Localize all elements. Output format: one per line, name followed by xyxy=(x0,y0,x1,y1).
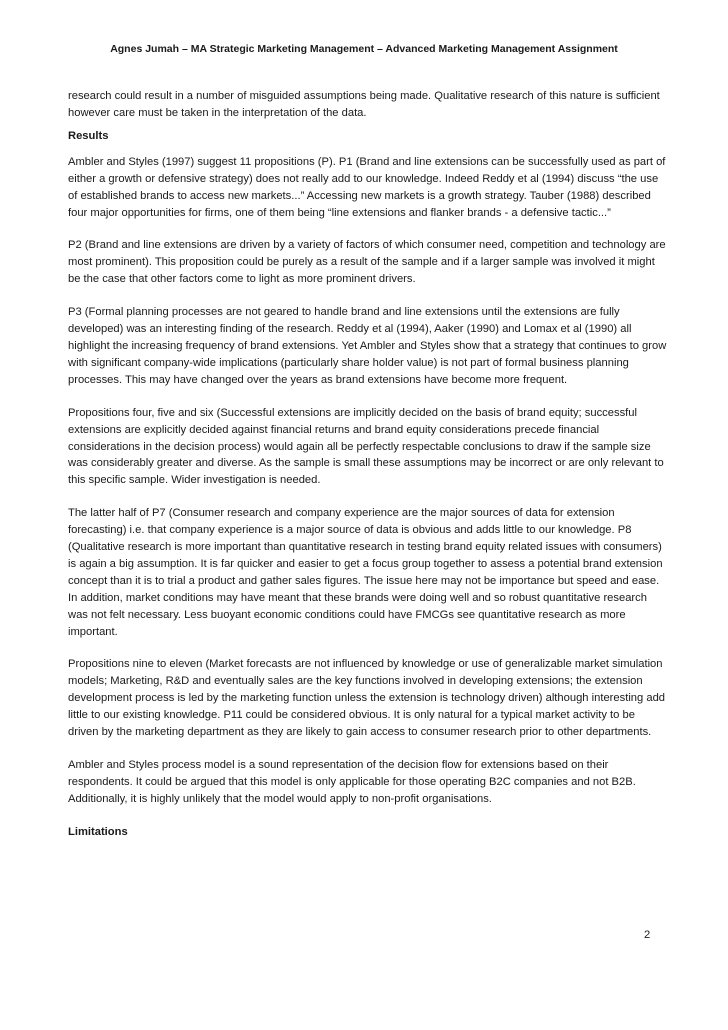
paragraph-p4-p6: Propositions four, five and six (Successful extensions are implicitly decided on the basis of brand equity; successful extensions are explicitly decided against financial returns and brand equity considerations precede financial considerations in the decision process) would again all be perfectly respectable conclusions to draw if the sample size was considerably greater and diverse. As the sample is small these assumptions may be incorrect or are only relevant to this specific sample. Wider investigation is needed. xyxy=(68,406,664,487)
results-heading: Results xyxy=(68,129,109,142)
paragraph-p3: P3 (Formal planning processes are not geared to handle brand and line extensions until the extensions are fully developed) was an interesting finding of the research. Reddy et al (1994), Aaker (1990) and Lomax et al (1990) all highlight the increasing frequency of brand extensions. Yet Ambler and Styles show that a strategy that continues to grow with significant company-wide implications (particularly share holder value) is not part of formal business planning processes. This may have changed over the years as brand extensions have become more frequent. xyxy=(68,306,667,386)
paragraph-p2: P2 (Brand and line extensions are driven by a variety of factors of which consumer need, competition and technology are most prominent). This proposition could be purely as a result of the sample and if a larger sample was involved it might be the case that other factors come to light as more prominent drivers. xyxy=(68,239,666,286)
limitations-heading: Limitations xyxy=(68,825,128,838)
running-header: Agnes Jumah – MA Strategic Marketing Management – Advanced Marketing Management Assignment xyxy=(110,43,618,55)
page-number: 2 xyxy=(644,929,651,941)
paragraph-p1: Ambler and Styles (1997) suggest 11 propositions (P). P1 (Brand and line extensions can be successfully used as part of either a growth or defensive strategy) does not really add to our knowledge. Indeed Reddy et al (1994) discuss “the use of established brands to access new markets...” Accessing new markets is a growth strategy. Tauber (1988) described four major opportunities for firms, one of them being “line extensions and flanker brands - a defensive tactic...” xyxy=(68,155,666,219)
paragraph-p9-p11: Propositions nine to eleven (Market forecasts are not influenced by knowledge or use of generalizable market simulation models; Marketing, R&D and eventually sales are the key functions involved in developing extensions; the extension development process is led by the marketing function unless the extension is technology driven) although interesting add little to our existing knowledge. P11 could be considered obvious. It is only natural for a typical market activity to be driven by the marketing department as they are likely to gain access to consumer research prior to other departments. xyxy=(68,658,666,739)
paragraph-p7-p8: The latter half of P7 (Consumer research and company experience are the major sources of data for extension forecasting) i.e. that company experience is a major source of data is obvious and adds little to our knowledge. P8 (Qualitative research is more important than quantitative research in testing brand equity related issues with consumers) is again a big assumption. It is far quicker and easier to get a focus group together to assess a potential brand extension concept than it is to trial a product and gather sales figures. The issue here may not be importance but speed and ease. In addition, market conditions may have meant that these brands were doing well and so robust quantitative research was not felt necessary. Less buoyant economic conditions could have FMCGs see quantitative research as more important. xyxy=(68,507,663,638)
paragraph-process-model: Ambler and Styles process model is a sound representation of the decision flow for extensions based on their respondents. It could be argued that this model is only applicable for those operating B2C companies and not B2B. Additionally, it is highly unlikely that the model would apply to non-profit organisations. xyxy=(68,759,636,805)
intro-paragraph: research could result in a number of misguided assumptions being made. Qualitative research of this nature is sufficient however care must be taken in the interpretation of the data. xyxy=(68,90,660,119)
page-body xyxy=(68,88,668,850)
